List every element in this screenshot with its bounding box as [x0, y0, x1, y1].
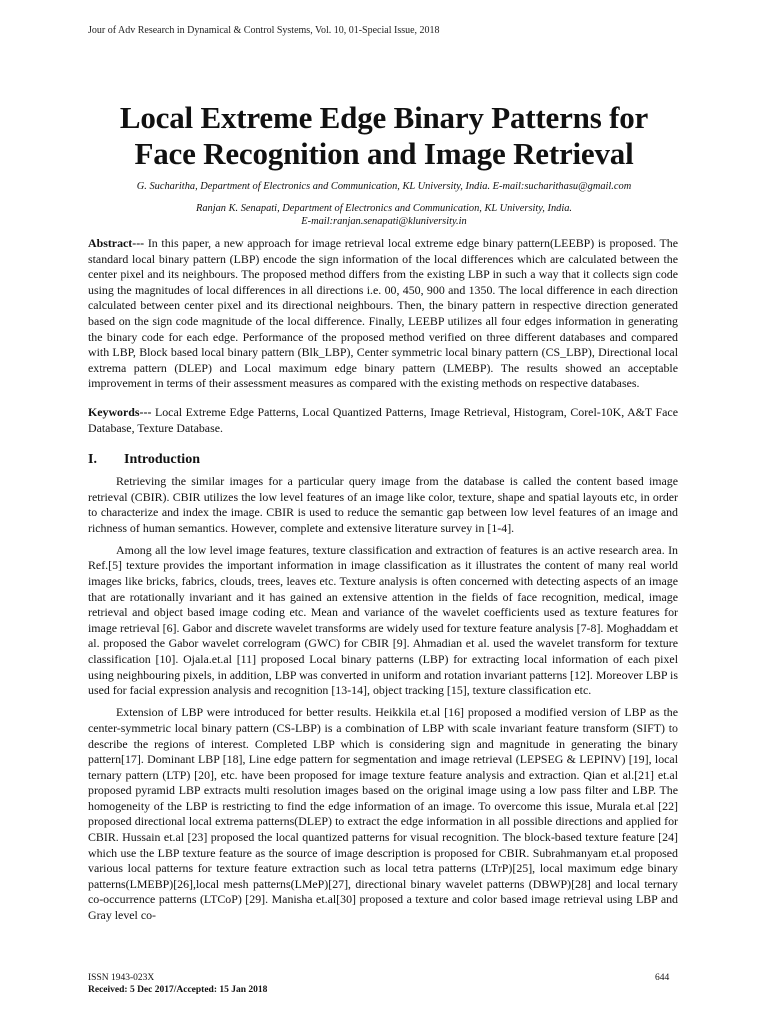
journal-header: Jour of Adv Research in Dynamical & Control Systems, Vol. 10, 01-Special Issue, 2018 [88, 25, 440, 36]
keywords [88, 405, 678, 436]
abstract [88, 236, 678, 392]
paragraph: Extension of LBP were introduced for better results. Heikkila et.al [16] proposed a modified version of LBP as the center-symmetric local binary pattern (CS-LBP) is a combination of LBP with scale invariant feature transform (SIFT) to describe the regions of interest. Completed LBP which is considering sign and magnitude in generating the binary pattern[17]. Dominant LBP [18], Line edge pattern for segmentation and image retrieval (LEPSEG & LEPINV) [19], local ternary pattern (LTP) [20], etc. have been proposed for image texture feature analysis and extraction. Qian et al.[21] et.al proposed pyramid LBP extracts multi resolution images based on the original image using a low pass filter and LBP. The homogeneity of the LBP is restricting to find the edge information of an image. To overcome this issue, Murala et.al [22] proposed directional local extrema patterns(DLEP) to extract the edge information in all possible directions and applied for CBIR. Hussain et.al [23] proposed the local quantized patterns for visual recognition. The block-based texture feature [24] which use the LBP texture feature as the source of image description is proposed for CBIR. Subrahmanyam et.al proposed various local patterns for texture feature extraction such as local tetra patterns (LTrP)[25], local maximum edge binary patterns(LMEBP)[26],local mesh patterns(LMeP)[27], directional binary wavelet patterns (DBWP)[28] and local ternary co-occurrence patterns (LTCoP) [29]. Manisha et.al[30] proposed a texture and color based image retrieval using LBP and Gray level co- [88, 705, 678, 923]
abstract-label: Abstract--- [88, 236, 145, 250]
page-number: 644 [655, 973, 670, 983]
paragraph: Among all the low level image features, texture classification and extraction of features is an active research area. In Ref.[5] texture provides the important information in image classification as it illustrates the content of many real world images like bricks, fabrics, clouds, trees, leaves etc. Texture analysis is often concerned with detecting aspects of an image that are rotationally invariant and it has gained an extensive attention in the fields of face recognition, medical, image retrieval and object based image coding etc. Mean and variance of the wavelet coefficients used as texture features for image retrieval [6]. Gabor and discrete wavelet transforms are widely used for texture feature analysis [7-8]. Moghaddam et al. proposed the Gabor wavelet correlogram (GWC) for CBIR [9]. Ahmadian et al. used the wavelet transform for texture classification [10]. Ojala.et.al [11] proposed Local binary patterns (LBP) for extracting local information of each pixel using neighbouring pixels, in addition, LBP was converted in uniform and rotation invariant patterns [12]. Moreover LBP is used for facial expression analysis and recognition [13-14], object tracking [15], texture classification etc. [88, 542, 679, 698]
section-title: Introduction [124, 452, 200, 467]
title-line-1: Local Extreme Edge Binary Patterns for [119, 100, 649, 135]
footer-issn: ISSN 1943-023X [88, 973, 155, 983]
keywords-text: Local Extreme Edge Patterns, Local Quantized Patterns, Image Retrieval, Histogram, Corel-10K, A&T Face Database, Texture Database. [88, 405, 678, 435]
abstract-text: In this paper, a new approach for image retrieval local extreme edge binary pattern(LEEBP) is proposed. The standard local binary pattern (LBP) encode the sign information of the local differences which are calculated between the center pixel and its neighbours. The proposed method differs from the existing LBP in such a way that it collects sign code using the magnitudes of local differences in all directions i.e. 00, 450, 900 and 1350. The local difference in each direction calculated between center pixel and its directional neighbours. Then, the binary pattern in respective direction generated based on the sign code magnitude of the local difference. Finally, LEEBP utilizes all four edges information in generating the binary code for each edge. Performance of the proposed method verified on three different databases and compared with LBP, Block based local binary pattern (Blk_LBP), Center symmetric local binary pattern (CS_LBP), Directional local extrema pattern (DLEP) and Local maximum edge binary pattern (LMEBP). The results showed an acceptable improvement in terms of their assessment measures as compared with the existing methods on respective databases. [88, 236, 678, 391]
author-2-email: E-mail:ranjan.senapati@kluniversity.in [301, 216, 467, 227]
title-line-2: Face Recognition and Image Retrieval [134, 136, 634, 171]
author-2: Ranjan K. Senapati, Department of Electronics and Communication, KL University, India. [195, 203, 573, 214]
section-heading [88, 452, 200, 468]
footer-received: Received: 5 Dec 2017/Accepted: 15 Jan 2018 [88, 985, 268, 995]
paper-title [0, 100, 768, 172]
introduction-body [88, 474, 678, 930]
author-2-block [0, 202, 768, 228]
section-number: I. [88, 452, 97, 467]
paragraph: Retrieving the similar images for a particular query image from the database is called the content based image retrieval (CBIR). CBIR utilizes the low level features of an image like color, texture, shape and spatial layouts etc, in order to characterize and index the image. CBIR is used to reduce the semantic gap between low level features of an image and richness of human semantics. However, complete and extensive literature survey in [1-4]. [88, 474, 678, 535]
author-1: G. Sucharitha, Department of Electronics and Communication, KL University, India. E-mail:sucharithasu@gmail.com [136, 181, 632, 192]
keywords-label: Keywords--- [88, 405, 152, 419]
